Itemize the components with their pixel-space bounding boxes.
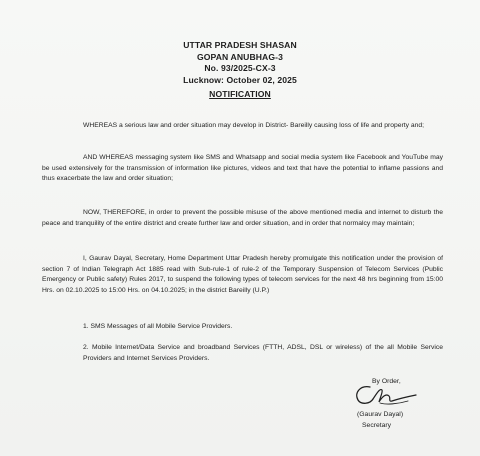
paragraph-order: I, Gaurav Dayal, Secretary, Home Department Uttar Pradesh hereby promulgate this notification under the provision of section 7 of Indian Telegraph Act 1885 read with Sub-rule-1 of rule-2 of the Temporary Suspension of Telecom Services (Public Emergency or Public safety) Rules 2017, to suspend the following types of telecom services for the next 48 hrs beginning from 15:00 Hrs. on 02.10.2025 to 15:00 Hrs. on 04.10.2025; in the district Bareilly (U.P.) [42, 255, 443, 294]
signatory-designation: Secretary [362, 422, 392, 429]
department-title: UTTAR PRADESH SHASAN [183, 40, 297, 50]
list-item-internet: 2. Mobile Internet/Data Service and broadband Services (FTTH, ADSL, DSL or wireless) of the all Mobile Service Providers and Internet Services Providers. [83, 344, 443, 362]
signatory-name: (Gaurav Dayal) [357, 411, 404, 418]
paragraph-and-whereas: AND WHEREAS messaging system like SMS and Whatsapp and social media system like Facebook and YouTube may be used extensively for the transmission of information like pictures, videos and text that have the potential to inflame passions and thus exacerbate the law and order situation; [42, 154, 443, 183]
handwritten-signature [346, 379, 426, 411]
place-date: Lucknow: October 02, 2025 [183, 74, 297, 85]
notification-heading: NOTIFICATION [209, 89, 271, 100]
section-title: GOPAN ANUBHAG-3 [196, 51, 283, 62]
list-item-sms: 1. SMS Messages of all Mobile Service Providers. [83, 323, 233, 330]
by-order-label: By Order, [372, 378, 401, 385]
paragraph-now-therefore: NOW, THEREFORE, in order to prevent the possible misuse of the above mentioned media and internet to disturb the peace and tranquility of the entire district and create further law and order situation, and in order that normalcy may maintain; [42, 209, 443, 227]
reference-number: No. 93/2025-CX-3 [204, 63, 276, 74]
document-header [0, 40, 480, 101]
paragraph-whereas: WHEREAS a serious law and order situation may develop in District- Bareilly causing loss of life and property and; [83, 122, 425, 129]
